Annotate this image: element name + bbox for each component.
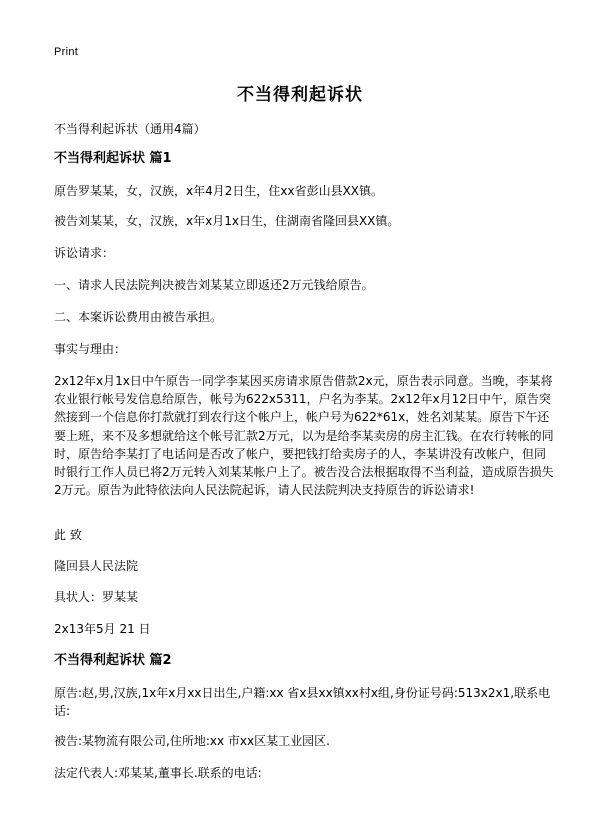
court-name: 隆回县人民法院	[54, 559, 139, 573]
section-1-heading: 不当得利起诉状 篇1	[54, 151, 172, 166]
facts-label: 事实与理由：	[54, 342, 127, 356]
facts-body: 2x12年x月1x日中午原告一同学李某因买房请求原告借款2x元，原告表示同意。当晚，李某将农业银行帐号发信息给原告，帐号为622x5311，户名为李某。2x12年x月12日中午，原告突然接到一个信息你打款就打到农行这个帐户上，帐户号为622*61x，姓名刘某某。原告下午还要上班，来不及多想就给这个帐号汇款2万元，以为是给李某卖房的房主汇钱。在农行转帐的同时，原告给李某打了电话问是否改了帐户，要把钱打给卖房子的人，李某讲没有改帐户，但同时银行工作人员已将2万元转入刘某某帐户上了。被告没合法根据取得不当利益，造成原告损失2万元。原告为此特依法向人民法院起诉，请人民法院判决支持原告的诉讼请求!	[54, 374, 554, 498]
closing-salutation: 此 致	[54, 528, 82, 542]
signing-date: 2x13年5月 21 日	[54, 622, 151, 636]
claim-1: 一、请求人民法院判决被告刘某某立即返还2万元钱给原告。	[54, 278, 374, 292]
claim-2: 二、本案诉讼费用由被告承担。	[54, 310, 223, 324]
section-2-defendant-info: 被告:某物流有限公司,住所地:xx 市xx区某工业园区.	[54, 734, 330, 748]
document-subtitle: 不当得利起诉状（通用4篇）	[54, 122, 206, 136]
document-title: 不当得利起诉状	[237, 85, 363, 105]
section-2-heading: 不当得利起诉状 篇2	[54, 653, 172, 668]
section-2-plaintiff-info: 原告:赵,男,汉族,1x年x月xx日出生,户籍:xx 省x县xx镇xx村x组,身份证号码:513x2x1,联系电话:	[54, 686, 551, 718]
defendant-info: 被告刘某某，女，汉族，x年x月1x日生，住湖南省隆回县XX镇。	[54, 214, 400, 228]
print-label[interactable]: Print	[54, 46, 79, 58]
signer: 具状人：罗某某	[54, 590, 139, 604]
section-2-legal-representative: 法定代表人:邓某某,董事长.联系的电话:	[54, 766, 262, 780]
plaintiff-info: 原告罗某某，女，汉族，x年4月2日生，住xx省彭山县XX镇。	[54, 184, 384, 198]
claims-label: 诉讼请求：	[54, 246, 115, 260]
